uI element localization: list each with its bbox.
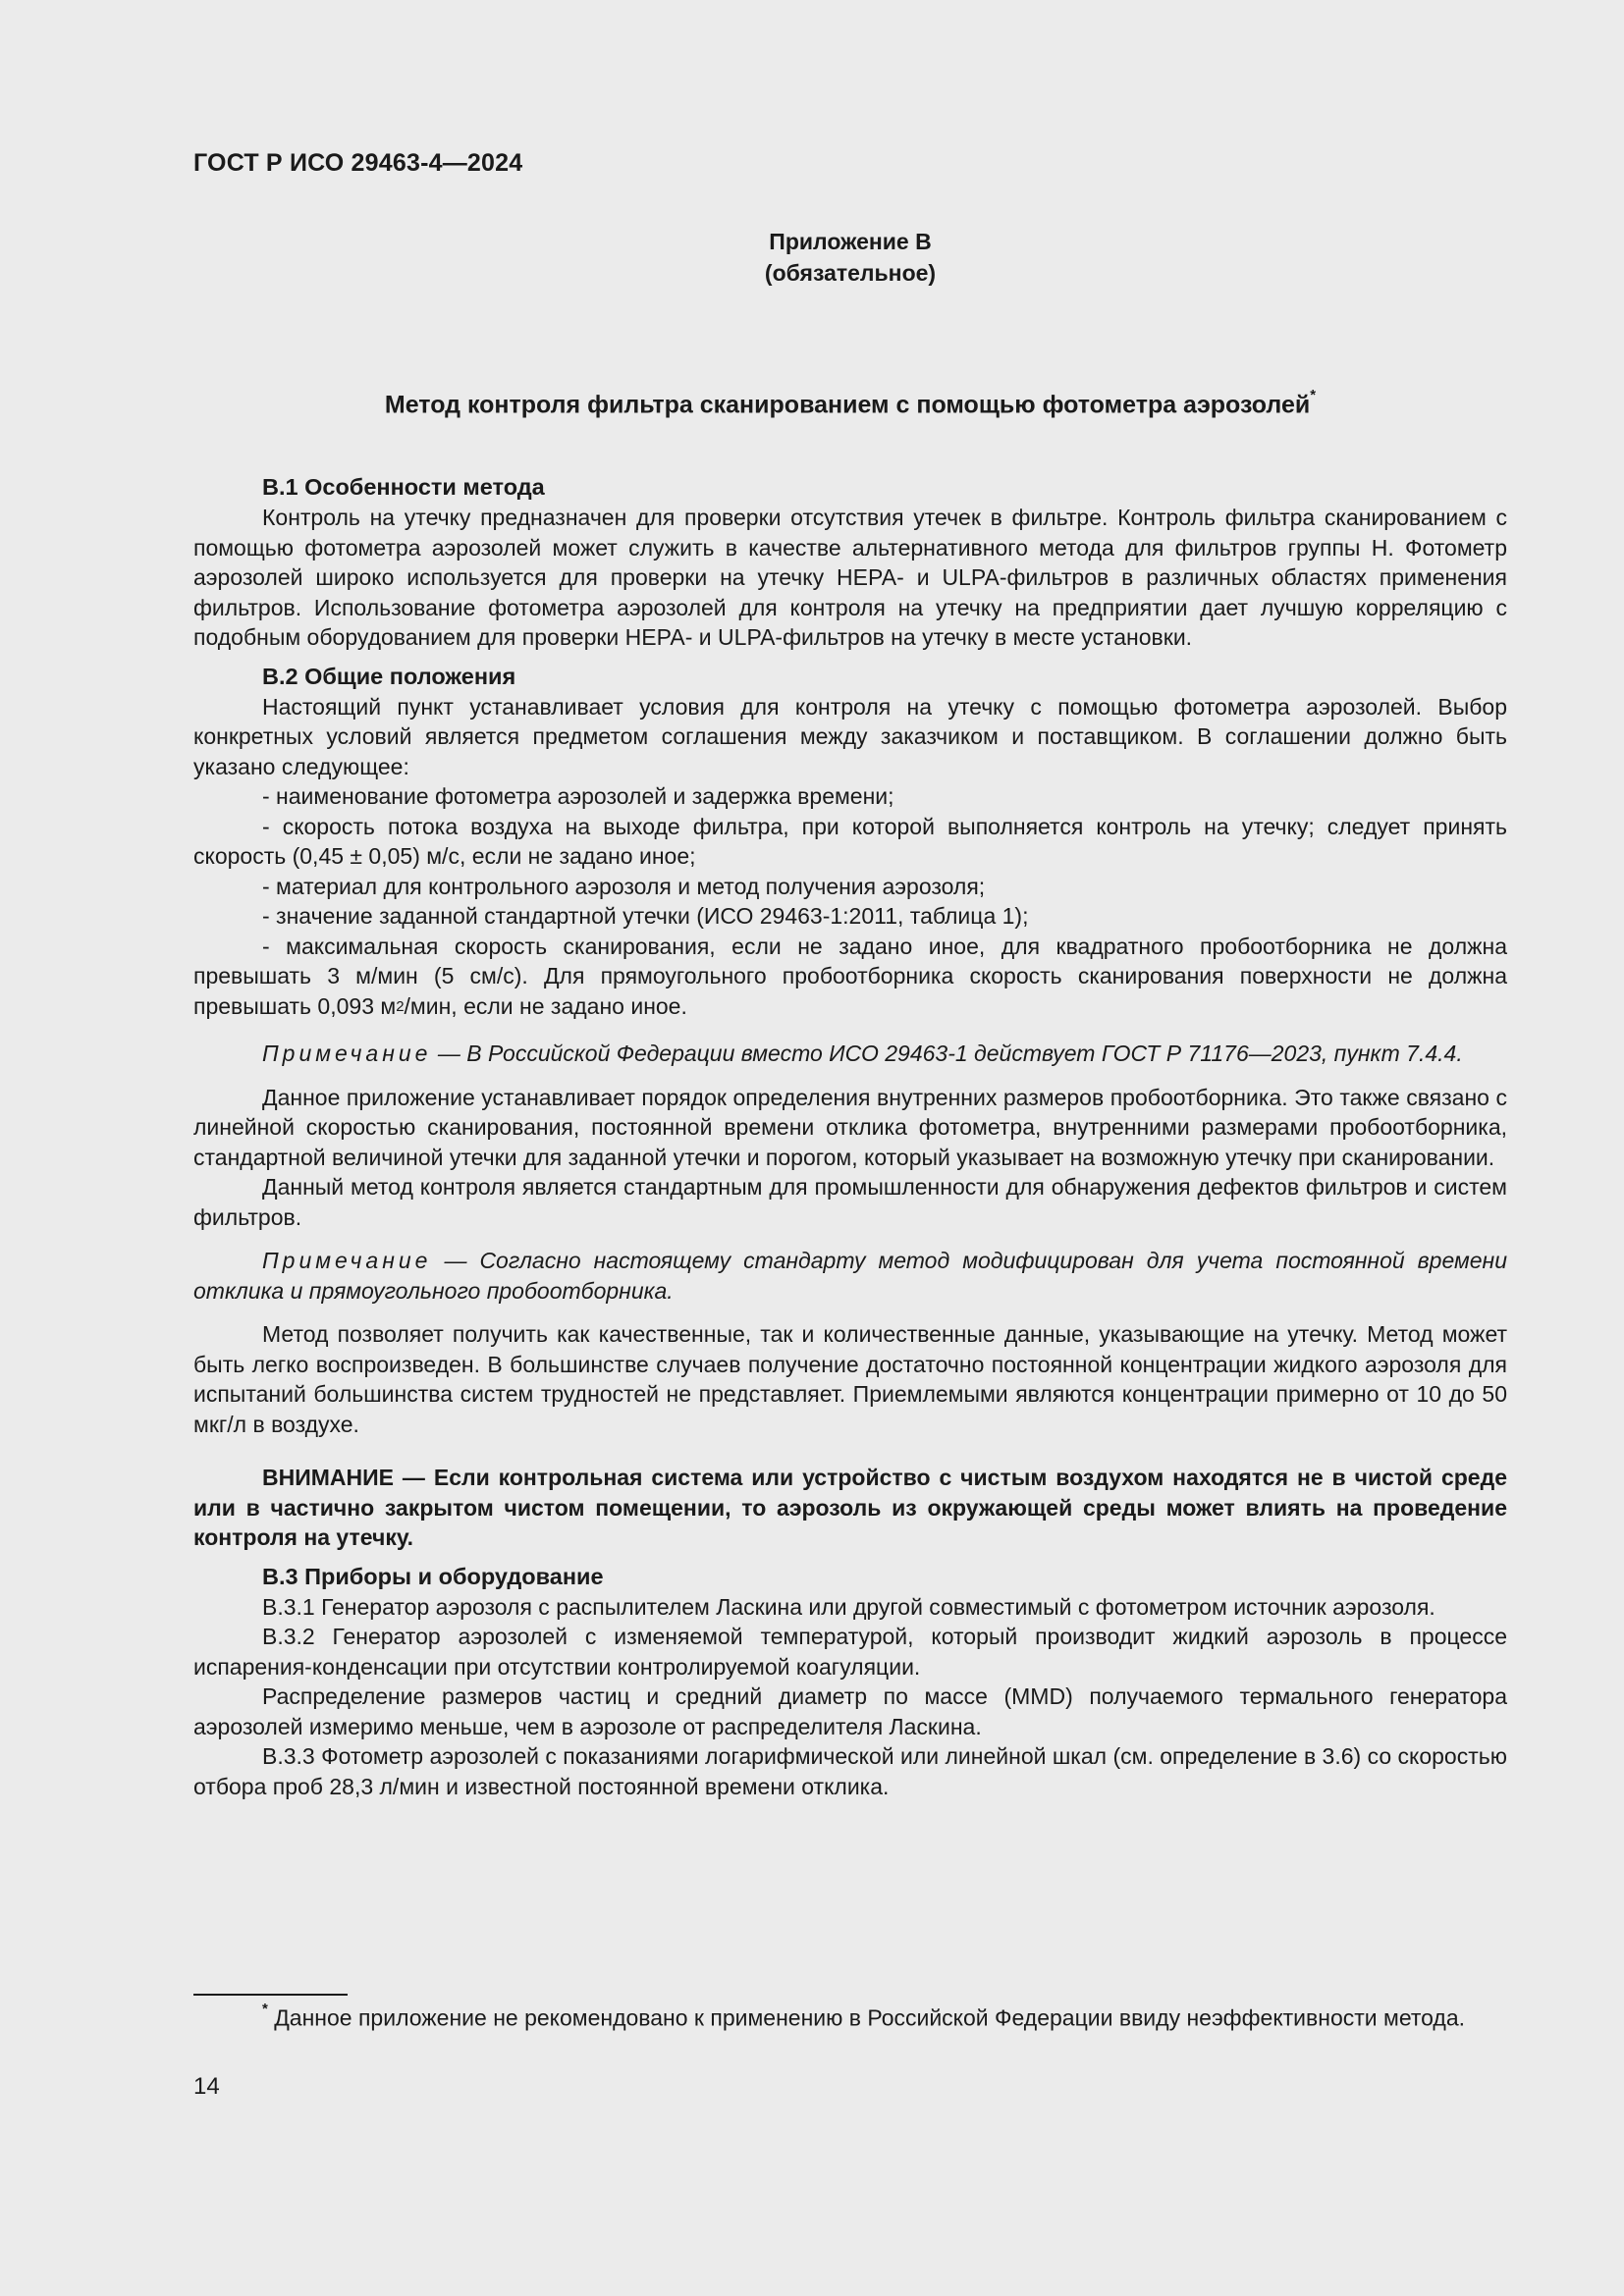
warning-paragraph: ВНИМАНИЕ — Если контрольная система или устройство с чистым воздухом находятся не в чистой среде или в частично закрытом чистом помещении, то аэрозоль из окружающей среды может влиять на проведение контроля на утечку. — [193, 1465, 1507, 1550]
paragraph: Данное приложение устанавливает порядок определения внутренних размеров пробоотборника. Это также связано с линейной скоростью сканирования, постоянной времени отклика фотометра, внутренними размерами пробоотборника, стандартной величиной утечки для заданной утечки и порогом, который указывает на возможную утечку при сканировании. — [193, 1084, 1507, 1170]
footnote-text: Данное приложение не рекомендовано к применению в Российской Федерации ввиду неэффективности метода. — [267, 2004, 1466, 2031]
document-body — [193, 471, 1507, 1801]
footnote-reference: * — [1310, 387, 1317, 403]
footnote-mark: * — [262, 2001, 268, 2017]
list-item: - скорость потока воздуха на выходе фильтра, при которой выполняется контроль на утечку; следует принять скорость (0,45 ± 0,05) м/с, если не задано иное; — [193, 813, 1507, 869]
list-item: - наименование фотометра аэрозолей и задержка времени; — [262, 783, 894, 809]
annex-title — [193, 387, 1507, 419]
note-label: Примечание — [262, 1041, 432, 1066]
note-text: — В Российской Федерации вместо ИСО 29463-1 действует ГОСТ Р 71176—2023, пункт 7.4.4. — [431, 1041, 1463, 1066]
footnote-divider — [193, 1994, 348, 1996]
paragraph: Настоящий пункт устанавливает условия для контроля на утечку с помощью фотометра аэрозолей. Выбор конкретных условий является предметом соглашения между заказчиком и поставщиком. В соглашении должно быть указано следующее: — [193, 693, 1507, 779]
paragraph: Распределение размеров частиц и средний диаметр по массе (MMD) получаемого термального генератора аэрозолей измеримо меньше, чем в аэрозоле от распределителя Ласкина. — [193, 1683, 1507, 1739]
paragraph: Метод позволяет получить как качественные, так и количественные данные, указывающие на утечку. Метод может быть легко воспроизведен. В большинстве случаев получение достаточно постоянной концентрации жидкого аэрозоля для испытаний большинства систем трудностей не представляет. Приемлемыми являются концентрации примерно от 10 до 50 мкг/л в воздухе. — [193, 1321, 1507, 1437]
note-label: Примечание — [262, 1248, 432, 1273]
note — [193, 1039, 1507, 1069]
section-heading-b2: В.2 Общие положения — [262, 663, 516, 689]
paragraph: Данный метод контроля является стандартным для промышленности для обнаружения дефектов фильтров и систем фильтров. — [193, 1174, 1507, 1230]
list-item-text-end: /мин, если не задано иное. — [404, 992, 687, 1019]
section-heading-b3: В.3 Приборы и оборудование — [262, 1563, 604, 1589]
list-item: - значение заданной стандартной утечки (ИСО 29463-1:2011, таблица 1); — [262, 903, 1029, 929]
paragraph: В.3.3 Фотометр аэрозолей с показаниями логарифмической или линейной шкал (см. определение в 3.6) со скоростью отбора проб 28,3 л/мин и известной постоянной времени отклика. — [193, 1743, 1507, 1799]
list-item — [193, 932, 1507, 1026]
annex-status: (обязательное) — [764, 260, 937, 286]
section-heading-b1: В.1 Особенности метода — [262, 474, 545, 500]
superscript: 2 — [396, 997, 405, 1015]
note-text: — Согласно настоящему стандарту метод модифицирован для учета постоянной времени отклика и прямоугольного пробоотборника. — [193, 1248, 1507, 1304]
note — [193, 1246, 1507, 1306]
paragraph: Контроль на утечку предназначен для проверки отсутствия утечек в фильтре. Контроль фильтра сканированием с помощью фотометра аэрозолей может служить в качестве альтернативного метода для фильтров группы Н. Фотометр аэрозолей широко используется для проверки на утечку НЕРА- и ULPA-фильтров в различных областях применения фильтров. Использование фотометра аэрозолей для контроля на утечку на предприятии дает лучшую корреляцию с подобным оборудованием для проверки НЕРА- и ULPA-фильтров на утечку в месте установки. — [193, 505, 1507, 650]
page-number: 14 — [193, 2073, 220, 2100]
paragraph: В.3.1 Генератор аэрозоля с распылителем Ласкина или другой совместимый с фотометром источник аэрозоля. — [262, 1593, 1435, 1620]
paragraph: В.3.2 Генератор аэрозолей с изменяемой температурой, который производит жидкий аэрозоль в процессе испарения-конденсации при отсутствии контролируемой коагуляции. — [193, 1624, 1507, 1680]
footnote — [193, 1999, 1507, 2033]
annex-title-text: Метод контроля фильтра сканированием с помощью фотометра аэрозолей — [384, 391, 1311, 419]
document-code: ГОСТ Р ИСО 29463-4—2024 — [193, 149, 523, 177]
annex-header — [193, 226, 1507, 289]
annex-label: Приложение В — [769, 229, 932, 254]
list-item-text: - максимальная скорость сканирования, если не задано иное, для квадратного пробоотборника не должна превышать 3 м/мин (5 см/с). Для прямоугольного пробоотборника скорость сканирования поверхности не должна превышать 0,093 м — [193, 933, 1507, 1019]
list-item: - материал для контрольного аэрозоля и метод получения аэрозоля; — [262, 873, 986, 899]
